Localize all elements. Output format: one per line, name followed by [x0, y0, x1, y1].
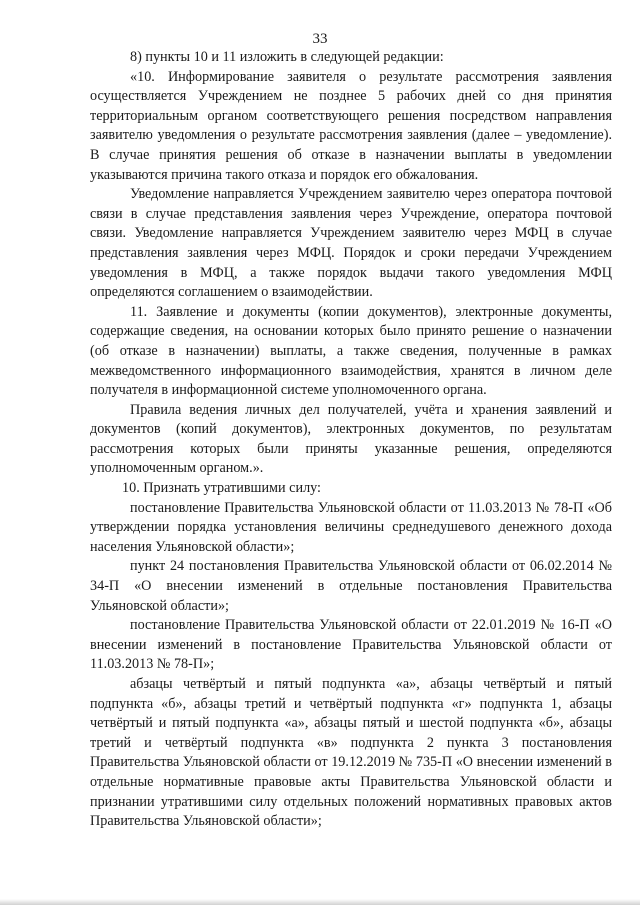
- paragraph-item-11: 11. Заявление и документы (копии документов), электронные документы, содержащие сведения, на основании которых было принято решение о назначении (об отказе в назначении) выплаты, а также сведения, полученные в рамках межведомственного информационного взаимодействия, хранятся в личном деле получателя в информационной системе уполномоченного органа.: [90, 303, 612, 399]
- paragraph-repeal-heading: 10. Признать утратившими силу:: [122, 480, 321, 497]
- page-bottom-edge: [0, 899, 640, 905]
- document-body: [90, 48, 612, 832]
- paragraph-item-10: «10. Информирование заявителя о результате рассмотрения заявления осуществляется Учреждением не позднее 5 рабочих дней со дня принятия территориальным органом соответствующего решения посредством направления заявителю уведомления о результате рассмотрения заявления (далее – уведомление). В случае принятия решения об отказе в назначении выплаты в уведомлении указываются причина такого отказа и порядок его обжалования.: [90, 68, 612, 183]
- paragraph-repeal-16p: постановление Правительства Ульяновской области от 22.01.2019 № 16-П «О внесении изменений в постановление Правительства Ульяновской области от 11.03.2013 № 78-П»;: [90, 617, 612, 673]
- paragraph-repeal-735p: абзацы четвёртый и пятый подпункта «а», абзацы четвёртый и пятый подпункта «б», абзацы третий и четвёртый подпункта «г» подпункта 1, абзацы четвёртый и пятый подпункта «а», абзацы пятый и шестой подпункта «б», абзацы третий и четвёртый подпункта «в» подпункта 2 пункта 3 постановления Правительства Ульяновской области от 19.12.2019 № 735-П «О внесении изменений в отдельные нормативные правовые акты Правительства Ульяновской области и признании утратившими силу отдельных положений нормативных правовых актов Правительства Ульяновской области»;: [90, 676, 612, 830]
- paragraph-repeal-34p: пункт 24 постановления Правительства Ульяновской области от 06.02.2014 № 34-П «О внесении изменений в отдельные постановления Правительства Ульяновской области»;: [90, 558, 612, 614]
- page-number: 33: [312, 31, 328, 47]
- paragraph-notification-delivery: Уведомление направляется Учреждением заявителю через оператора почтовой связи в случае представления заявления через Учреждение, оператора почтовой связи. Уведомление направляется Учреждением заявителю через МФЦ в случае представления заявления через МФЦ. Порядок и сроки передачи Учреждением уведомления в МФЦ, а также порядок выдачи такого уведомления МФЦ определяются соглашением о взаимодействии.: [90, 186, 612, 301]
- paragraph-amendment-intro: 8) пункты 10 и 11 изложить в следующей редакции:: [130, 49, 444, 65]
- paragraph-repeal-78p: постановление Правительства Ульяновской области от 11.03.2013 № 78-П «Об утверждении порядка установления величины среднедушевого денежного дохода населения Ульяновской области»;: [90, 499, 612, 555]
- paragraph-personal-files-rules: Правила ведения личных дел получателей, учёта и хранения заявлений и документов (копий документов), электронных документов, по результатам рассмотрения которых были приняты указанные решения, определяются уполномоченным органом.».: [90, 401, 612, 477]
